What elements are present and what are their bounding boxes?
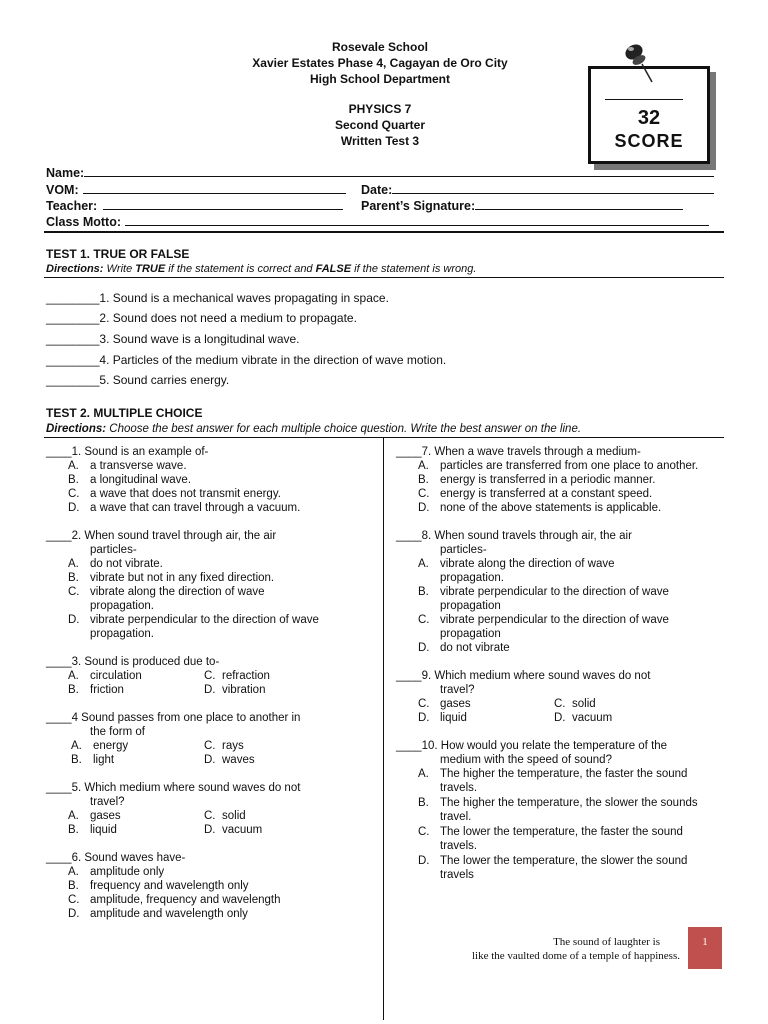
option-letter: B. [68,474,79,486]
question-text: ____10. How would you relate the temperature of the [396,740,668,752]
option-letter: A. [68,810,79,822]
answer-option [396,473,726,487]
option-letter: A. [68,670,79,682]
option-letter: B. [68,880,79,892]
mc-question-5 [46,781,376,837]
tf-item-2: ________2. Sound does not need a medium to propagate. [46,311,357,325]
test2-directions: Directions: Choose the best answer for each multiple choice question. Write the best answer on the line. [46,423,582,435]
question-text: amplitude only [90,866,165,878]
tf-item-5: ________5. Sound carries energy. [46,373,230,387]
tf-item-4: ________4. Particles of the medium vibrate in the direction of wave motion. [46,353,447,367]
test-header [180,101,580,149]
option-letter: A. [418,558,429,570]
answer-option [396,854,701,882]
question-text: gases [440,698,471,710]
name-field[interactable] [84,165,714,177]
option-letter: A. [68,460,79,472]
question-text: ____7. When a wave travels through a medium- [396,446,641,458]
parent-signature-label: Parent’s Signature: [361,199,476,213]
teacher-row [46,198,343,213]
answer-option [554,711,694,725]
question-text: waves [222,754,255,766]
answer-option [46,557,376,571]
question-text: gases [90,810,121,822]
question-text [46,669,376,697]
answer-option [204,739,344,753]
option-letter: D. [418,712,430,724]
vom-field[interactable] [83,182,346,194]
question-text: rays [222,740,244,752]
answer-option [46,459,376,473]
answer-option [46,865,376,879]
answer-option [46,669,204,683]
option-letter: D. [68,502,80,514]
question-text: do not vibrate. [90,558,163,570]
option-letter: C. [418,698,430,710]
question-text: The higher the temperature, the slower the sounds travel. [440,797,698,823]
question-text: amplitude, frequency and wavelength [90,894,281,906]
question-text: a longitudinal wave. [90,474,192,486]
footer-motto [400,935,680,963]
question-text: energy is transferred in a periodic manner. [440,474,656,486]
tf-item-1: ________1. Sound is a mechanical waves propagating in space. [46,291,389,305]
option-letter: A. [68,558,79,570]
question-text: The higher the temperature, the faster the sound travels. [440,768,688,794]
mc-question-2 [46,529,376,641]
question-text: energy is transferred at a constant speed. [440,488,653,500]
name-label: Name: [46,166,85,180]
question-text: amplitude and wavelength only [90,908,248,920]
footer-motto-line2: like the vaulted dome of a temple of happiness. [471,950,680,962]
option-letter: C. [68,894,80,906]
answer-option [46,739,204,753]
question-text: the form of [90,726,145,738]
answer-option [46,501,376,515]
answer-option [46,753,204,767]
option-letter: A. [68,866,79,878]
quarter: Second Quarter [334,118,426,132]
left-column [46,445,376,921]
question-text: vibrate along the direction of wave propagation. [440,558,615,584]
option-letter: A. [418,460,429,472]
score-label: SCORE [614,131,684,151]
answer-option [204,753,344,767]
question-text: C. [204,670,216,682]
answer-option [46,907,376,921]
class-motto-field[interactable] [125,214,709,226]
question-text: vibration [222,684,266,696]
question-text: vacuum [222,824,263,836]
question-text: vibrate along the direction of wave propagation. [90,586,265,612]
footer-motto-line1: The sound of laughter is [553,936,660,948]
name-row [46,165,714,180]
option-letter: C. [418,826,430,838]
question-text: ____6. Sound waves have- [46,852,186,864]
answer-option [46,823,204,837]
question-text: D. [204,824,216,836]
question-text: The lower the temperature, the slower the sound travels [440,855,688,881]
mc-question-1 [46,445,376,515]
question-text: light [93,754,115,766]
teacher-label: Teacher: [46,199,98,213]
answer-option [46,683,204,697]
question-text [46,809,376,837]
question-text: C. [204,810,216,822]
option-letter: C. [68,488,80,500]
question-text: medium with the speed of sound? [440,754,612,766]
answer-option [396,697,554,711]
mc-question-7 [396,445,726,515]
question-text: ____9. Which medium where sound waves do not [396,670,651,682]
test-name: Written Test 3 [340,134,420,148]
question-text: ____4 Sound passes from one place to another in [46,712,301,724]
option-letter: D. [68,908,80,920]
test2-divider [44,437,724,438]
answer-option [204,669,344,683]
mc-question-3 [46,655,376,697]
question-text: particles- [90,544,137,556]
option-letter: B. [68,684,79,696]
question-text: circulation [90,670,142,682]
score-total: 32 [637,107,661,129]
question-text: ____1. Sound is an example of- [46,446,209,458]
mc-question-9 [396,669,726,725]
class-motto-label: Class Motto: [46,215,121,229]
tf-item-3: ________3. Sound wave is a longitudinal wave. [46,332,300,346]
answer-option [396,501,726,515]
option-letter: B. [68,824,79,836]
answer-option [204,683,344,697]
page-number: 1 [688,927,722,969]
question-text: ____2. When sound travel through air, the air [46,530,277,542]
test1-title: TEST 1. TRUE OR FALSE [46,247,190,261]
answer-option [396,767,706,795]
test1-divider [44,277,724,278]
question-text: travel? [440,684,475,696]
option-letter: A. [71,740,82,752]
mc-question-10 [396,739,726,882]
question-text [46,739,376,767]
answer-option [396,459,706,473]
date-row [361,182,714,197]
question-text: travel? [90,796,125,808]
question-text [396,697,726,725]
question-text: liquid [440,712,467,724]
option-letter: B. [418,797,429,809]
test1-directions: Directions: Write TRUE if the statement is correct and FALSE if the statement is wrong. [46,263,477,275]
answer-option [396,557,676,585]
mc-question-4 [46,711,376,767]
answer-option [396,796,706,824]
option-letter: B. [418,586,429,598]
question-text: vibrate but not in any fixed direction. [90,572,275,584]
answer-option [204,809,344,823]
option-letter: C. [68,586,80,598]
question-text: C. [204,740,216,752]
question-text: ____3. Sound is produced due to- [46,656,220,668]
right-column [396,445,726,882]
motto-row [46,214,709,229]
score-blank [605,99,683,100]
answer-option [396,585,726,613]
header-divider [44,231,724,233]
answer-option [204,823,344,837]
push-pin-icon [618,40,662,86]
question-text: energy [93,740,129,752]
answer-option [396,487,726,501]
mc-question-6 [46,851,376,921]
question-text: vibrate perpendicular to the direction of wave propagation [440,586,669,612]
option-letter: D. [418,642,430,654]
date-label: Date: [361,183,393,197]
question-text: a wave that can travel through a vacuum. [90,502,301,514]
answer-option [46,613,376,641]
question-text: liquid [90,824,117,836]
parent-signature-row [361,198,683,213]
answer-option [46,473,376,487]
school-address: Xavier Estates Phase 4, Cagayan de Oro City [252,56,508,70]
answer-option [396,613,726,641]
question-text: D. [204,684,216,696]
option-letter: B. [418,474,429,486]
department: High School Department [309,72,450,86]
answer-option [46,585,321,613]
question-text: ____8. When sound travels through air, the air [396,530,632,542]
answer-option [46,893,376,907]
mc-question-8 [396,529,726,655]
question-text: solid [222,810,246,822]
answer-option [46,487,376,501]
answer-option [396,711,554,725]
option-letter: D. [418,855,430,867]
option-letter: C. [418,488,430,500]
question-text: friction [90,684,124,696]
answer-option [46,809,204,823]
question-text: particles- [440,544,487,556]
subject: PHYSICS 7 [348,102,412,116]
answer-option [396,641,726,655]
question-text: ____5. Which medium where sound waves do not [46,782,301,794]
teacher-field[interactable] [103,198,343,210]
question-text: a wave that does not transmit energy. [90,488,281,500]
question-text: particles are transferred from one place to another. [440,460,699,472]
option-letter: A. [418,768,429,780]
option-letter: B. [71,754,82,766]
test2-directions-label: Directions: [46,423,107,435]
parent-signature-field[interactable] [475,198,683,210]
question-text: vibrate perpendicular to the direction of wave propagation [440,614,669,640]
answer-option [46,879,376,893]
option-letter: D. [68,614,80,626]
answer-option [554,697,694,711]
option-letter: D. [418,502,430,514]
date-field[interactable] [392,182,714,194]
school-header [180,39,580,87]
question-text: do not vibrate [440,642,510,654]
option-letter: C. [418,614,430,626]
question-text: vibrate perpendicular to the direction of wave propagation. [90,614,319,640]
question-text: D. [554,712,566,724]
question-text: vacuum [572,712,613,724]
question-text: a transverse wave. [90,460,187,472]
question-text: frequency and wavelength only [90,880,249,892]
answer-option [46,571,376,585]
option-letter: B. [68,572,79,584]
vom-row [46,182,346,197]
question-text: refraction [222,670,270,682]
question-text: D. [204,754,216,766]
question-text: none of the above statements is applicable. [440,502,662,514]
test1-directions-label: Directions: [46,263,104,275]
vom-label: VOM: [46,183,79,197]
question-text: The lower the temperature, the faster the sound travels. [440,826,683,852]
column-divider [383,437,384,1020]
test2-title: TEST 2. MULTIPLE CHOICE [46,406,203,420]
question-text: solid [572,698,596,710]
answer-option [396,825,696,853]
school-name: Rosevale School [331,40,429,54]
question-text: C. [554,698,566,710]
